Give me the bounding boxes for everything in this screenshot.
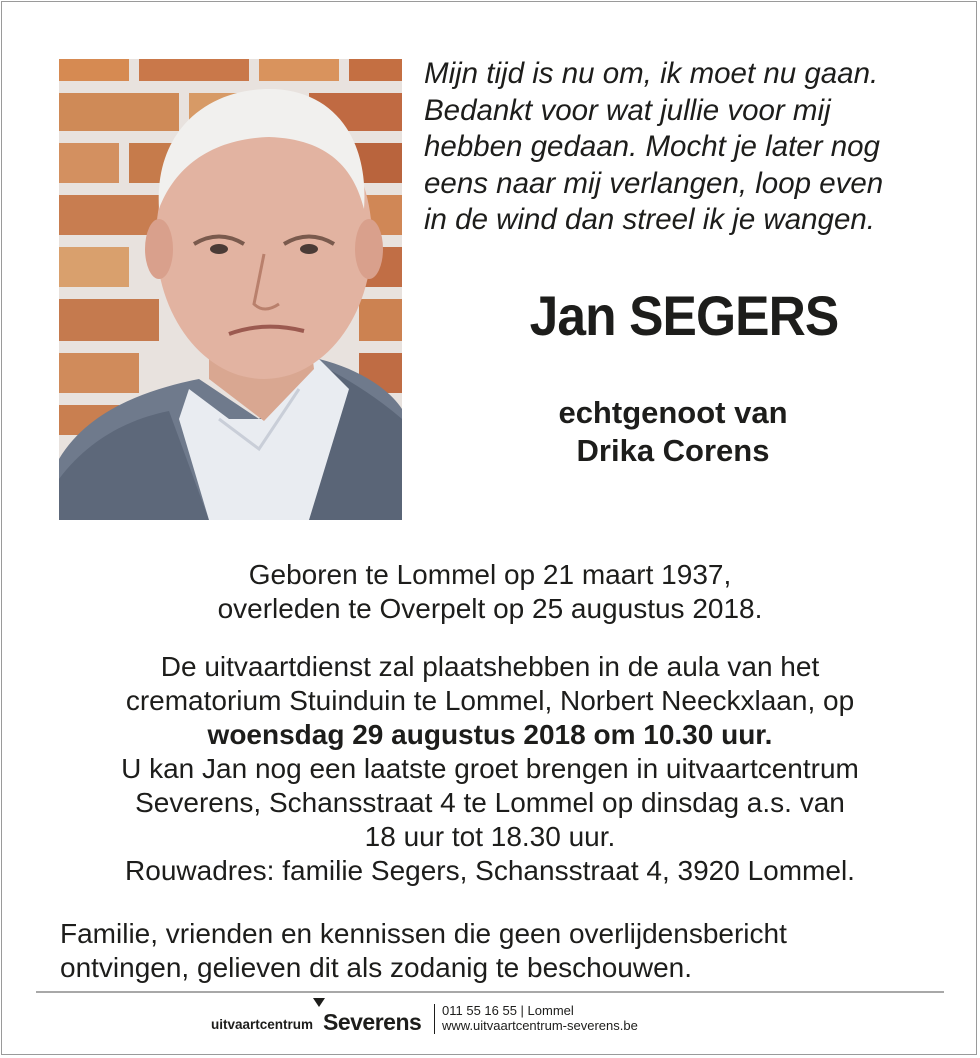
spouse-relation: echtgenoot van [558, 395, 788, 430]
ceremony-line: crematorium Stuinduin te Lommel, Norbert Neeckxlaan, op [125, 685, 855, 716]
poem-line: in de wind dan streel ik je wangen. [424, 203, 875, 236]
ceremony-line: 18 uur tot 18.30 uur. [364, 821, 616, 852]
mourning-address: Rouwadres: familie Segers, Schansstraat 4, 3920 Lommel. [125, 855, 855, 886]
contact-info [442, 1003, 638, 1033]
spouse-name: Drika Corens [576, 433, 770, 468]
spouse-block [463, 394, 883, 470]
ceremony-date: woensdag 29 augustus 2018 om 10.30 uur. [207, 719, 773, 750]
footer-divider [36, 991, 944, 993]
footer [0, 996, 980, 1040]
footer-separator [434, 1004, 435, 1034]
death-line: overleden te Overpelt op 25 augustus 2018. [217, 593, 763, 624]
ceremony-line: Severens, Schansstraat 4 te Lommel op dinsdag a.s. van [135, 787, 845, 818]
birth-line: Geboren te Lommel op 21 maart 1937, [248, 559, 732, 590]
portrait-photo [59, 59, 402, 520]
ceremony-details [40, 650, 940, 888]
ceremony-line: U kan Jan nog een laatste groet brengen in uitvaartcentrum [121, 753, 859, 784]
deceased-name: Jan SEGERS [529, 284, 839, 347]
brand-name: Severens [323, 1009, 422, 1035]
logo-triangle-icon [313, 998, 325, 1007]
poem-line: Bedankt voor wat jullie voor mij [424, 93, 831, 127]
contact-website[interactable]: www.uitvaartcentrum-severens.be [442, 1018, 638, 1033]
poem-line: Mijn tijd is nu om, ik moet nu gaan. [424, 57, 879, 90]
notice [60, 917, 940, 985]
poem [424, 56, 944, 239]
notice-line: Familie, vrienden en kennissen die geen overlijdensbericht [60, 918, 787, 949]
ceremony-line: De uitvaartdienst zal plaatshebben in de aula van het [160, 651, 820, 682]
life-dates [60, 558, 920, 626]
poem-line: hebben gedaan. Mocht je later nog [424, 130, 880, 163]
brand-small: uitvaartcentrum [211, 1017, 314, 1032]
poem-line: eens naar mij verlangen, loop even [424, 166, 884, 200]
notice-line: ontvingen, gelieven dit als zodanig te beschouwen. [60, 952, 692, 983]
contact-phone: 011 55 16 55 | Lommel [442, 1003, 574, 1018]
